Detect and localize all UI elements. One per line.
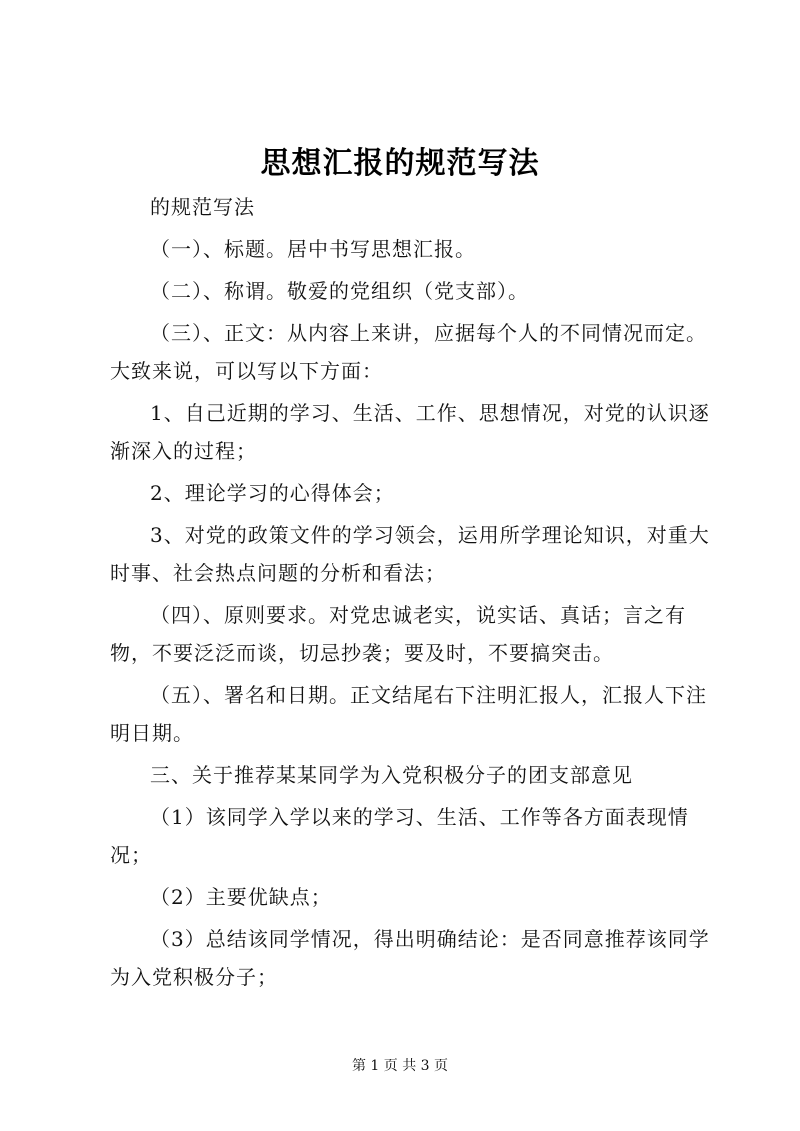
paragraph: 1、自己近期的学习、生活、工作、思想情况，对党的认识逐渐深入的过程；: [110, 401, 710, 463]
paragraph: 3、对党的政策文件的学习领会，运用所学理论知识，对重大时事、社会热点问题的分析和看法；: [110, 523, 710, 585]
document-title: 思想汇报的规范写法: [260, 146, 540, 181]
paragraph: （2）主要优缺点；: [150, 885, 332, 909]
paragraph: 2、理论学习的心得体会；: [150, 481, 395, 505]
paragraph: （1）该同学入学以来的学习、生活、工作等各方面表现情况；: [110, 805, 689, 867]
paragraph: （四）、原则要求。对党忠诚老实，说实话、真话；言之有物，不要泛泛而谈，切忌抄袭；要及时，不要搞突击。: [110, 603, 686, 665]
paragraph: （五）、署名和日期。正文结尾右下注明汇报人，汇报人下注明日期。: [110, 683, 707, 745]
paragraph: （一）、标题。居中书写思想汇报。: [150, 237, 476, 261]
paragraph: （二）、称谓。敬爱的党组织（党支部）。: [150, 279, 529, 303]
document-body: [110, 188, 710, 1000]
paragraph: 的规范写法: [150, 195, 255, 219]
paragraph: 三、关于推荐某某同学为入党积极分子的团支部意见: [150, 763, 633, 787]
paragraph: （3）总结该同学情况，得出明确结论：是否同意推荐该同学为入党积极分子；: [110, 927, 710, 989]
page-footer: 第 1 页 共 3 页: [351, 1058, 449, 1074]
paragraph: （三）、正文：从内容上来讲，应据每个人的不同情况而定。大致来说，可以写以下方面：: [110, 321, 707, 383]
